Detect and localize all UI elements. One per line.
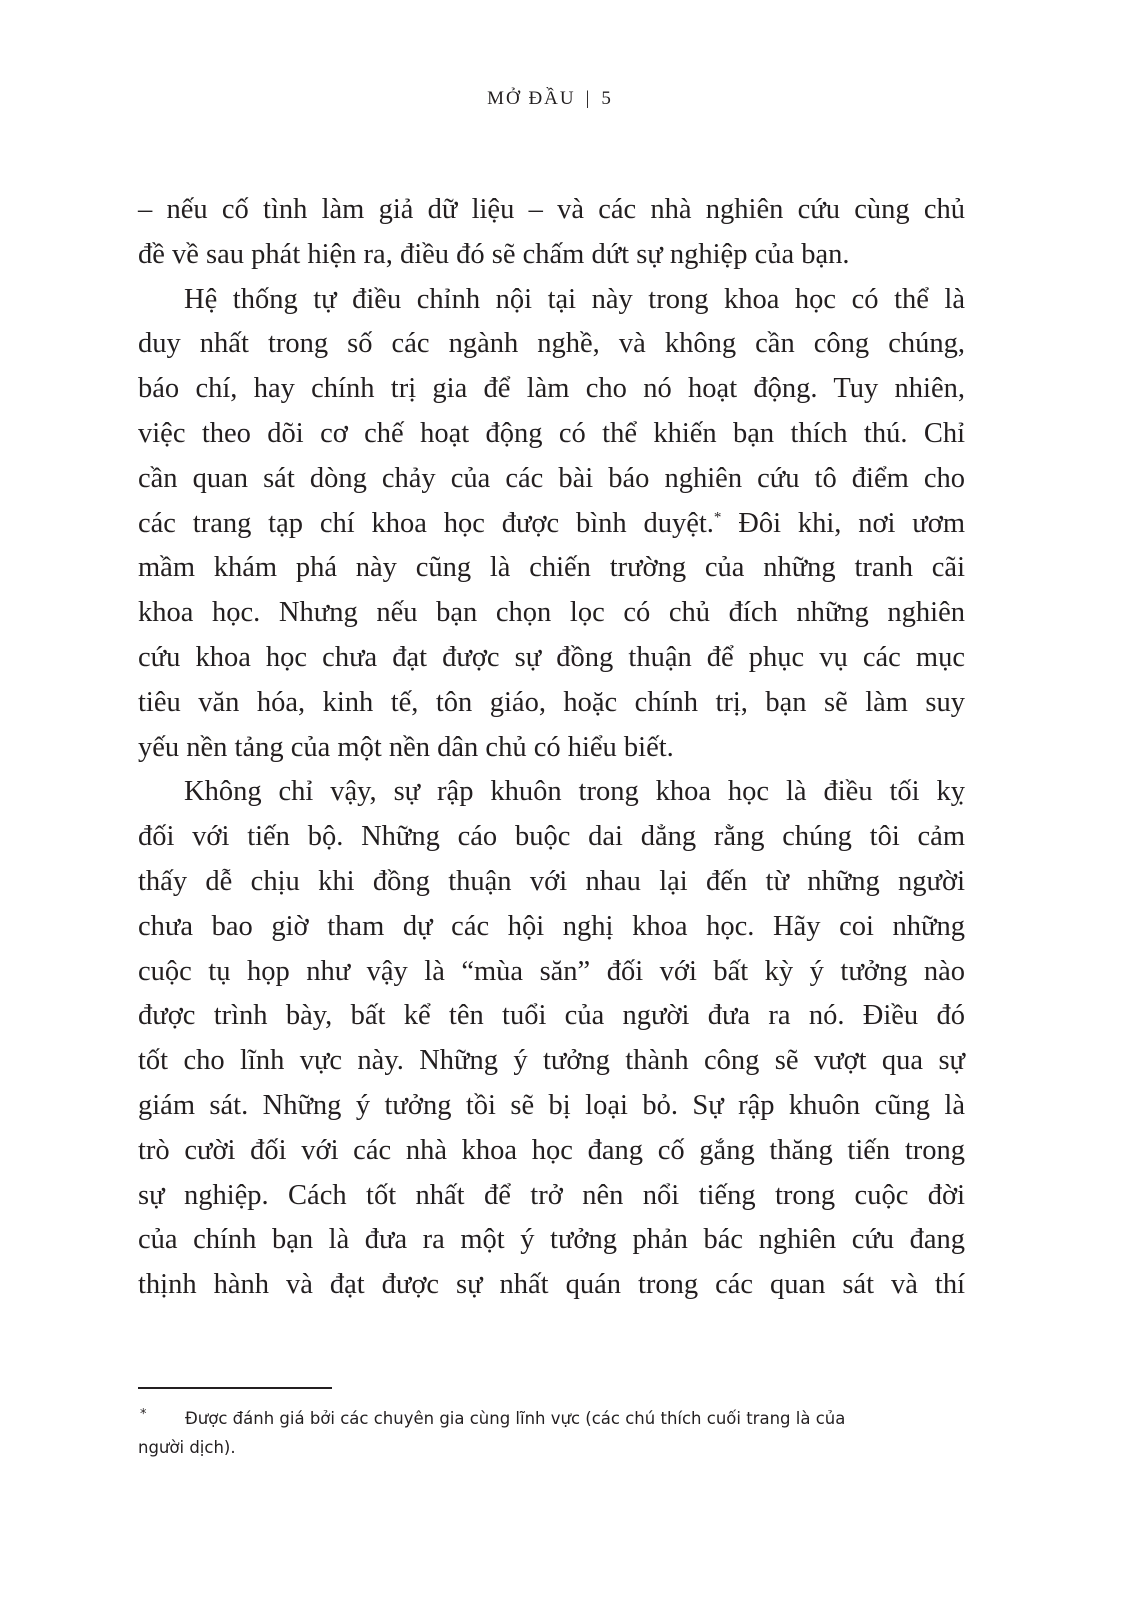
text-line: cuộc tụ họp như vậy là “mùa săn” đối với bất kỳ ý tưởng nào [138,955,965,987]
text-line: thấy dễ chịu khi đồng thuận với nhau lại đến từ những người [138,865,965,897]
text-line: giám sát. Những ý tưởng tồi sẽ bị loại bỏ. Sự rập khuôn cũng là [138,1089,965,1121]
text-line: sự nghiệp. Cách tốt nhất để trở nên nổi tiếng trong cuộc đời [138,1179,965,1211]
text-line: báo chí, hay chính trị gia để làm cho nó hoạt động. Tuy nhiên, [138,373,965,405]
text-line: duy nhất trong số các ngành nghề, và không cần công chúng, [138,328,965,360]
text-line: được trình bày, bất kể tên tuổi của người đưa ra nó. Điều đó [138,1000,965,1032]
text-line: cần quan sát dòng chảy của các bài báo nghiên cứu tô điểm cho [138,462,965,494]
text-line: đề về sau phát hiện ra, điều đó sẽ chấm dứt sự nghiệp của bạn. [138,238,850,270]
text-line: – nếu cố tình làm giả dữ liệu – và các nhà nghiên cứu cùng chủ [138,194,965,225]
section-title: MỞ ĐẦU [487,88,576,109]
footnote [138,1404,968,1462]
text-line: tốt cho lĩnh vực này. Những ý tưởng thành công sẽ vượt qua sự [138,1045,965,1077]
text-line: chưa bao giờ tham dự các hội nghị khoa học. Hãy coi những [138,910,965,942]
text-line: trò cười đối với các nhà khoa học đang cố gắng thăng tiến trong [138,1134,965,1166]
footnote-reference[interactable]: * [713,509,722,526]
footnote-marker: * [140,1407,147,1422]
text-line: Không chỉ vậy, sự rập khuôn trong khoa học là điều tối kỵ [184,776,965,808]
footnote-text-line: Được đánh giá bởi các chuyên gia cùng lĩnh vực (các chú thích cuối trang là của [185,1409,846,1428]
footnote-divider [138,1387,332,1389]
text-segment: các trang tạp chí khoa học được bình duyệt. [138,507,714,539]
text-line: đối với tiến bộ. Những cáo buộc dai dẳng rằng chúng tôi cảm [138,821,965,853]
header-separator: | [585,88,592,109]
text-line: thịnh hành và đạt được sự nhất quán trong các quan sát và thí [138,1269,965,1301]
text-line: yếu nền tảng của một nền dân chủ có hiểu biết. [138,731,674,763]
text-line [138,502,965,547]
text-line: của chính bạn là đưa ra một ý tưởng phản bác nghiên cứu đang [138,1224,965,1256]
text-line: mầm khám phá này cũng là chiến trường của những tranh cãi [138,552,965,584]
text-line: khoa học. Nhưng nếu bạn chọn lọc có chủ đích những nghiên [138,597,965,629]
running-header [0,88,1100,110]
text-line: việc theo dõi cơ chế hoạt động có thể khiến bạn thích thú. Chỉ [138,417,965,449]
text-line: Hệ thống tự điều chỉnh nội tại này trong khoa học có thể là [184,283,965,315]
page-number: 5 [601,88,613,109]
text-segment: Đôi khi, nơi ươm [721,507,965,539]
text-line: tiêu văn hóa, kinh tế, tôn giáo, hoặc chính trị, bạn sẽ làm suy [138,686,965,718]
text-line: cứu khoa học chưa đạt được sự đồng thuận để phục vụ các mục [138,641,965,673]
body-text [138,188,965,1308]
footnote-text-line: người dịch). [138,1438,236,1457]
